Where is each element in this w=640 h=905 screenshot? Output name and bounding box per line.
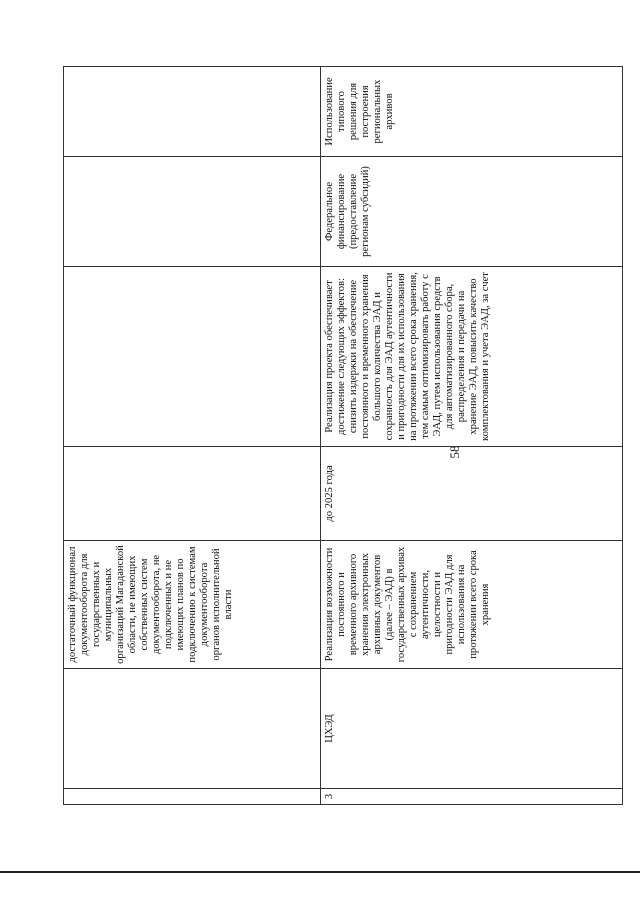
cell-financing-empty [64, 157, 321, 267]
table-rotated-wrapper [63, 67, 608, 805]
cell-problem: достаточный функционал документооборота для государственных и муниципальных организаций Магаданской области, не имеющих собственных систем документооборота, не подключенных и не имеющих планов по подключению к системам документооборота органов исполнительной власти [64, 541, 321, 669]
cell-note-empty [64, 67, 321, 157]
table-container [63, 67, 608, 805]
cell-financing: Федеральное финансирование (предоставление регионам субсидий) [321, 157, 623, 267]
cell-note: Использование типового решения для построения региональных архивов [321, 67, 623, 157]
cell-term-empty [64, 447, 321, 541]
cell-result-empty [64, 267, 321, 447]
cell-result: Реализация проекта обеспечивает достижение следующих эффектов: снизить издержки на обеспечение постоянного и временного хранения большого количества ЭАД и сохранность для ЭАД аутентичности и пригодности для их использования на протяжении всего срока хранения, тем самым оптимизировать работу с ЭАД, путем использования средств для автоматизированного сбора, распределения и передачи на хранение ЭАД, повысить качество комплектования и учета ЭАД, за счет [321, 267, 623, 447]
cell-task: Реализация возможности постоянного и временного архивного хранения электронных архивных документов (далее – ЭАД) в государственных архивах с сохранением аутентичности, целостности и пригодности ЭАД для использования на протяжении всего срока хранения [321, 541, 623, 669]
cell-term: до 2025 года [321, 447, 623, 541]
page-number: 58 [447, 445, 462, 459]
cell-executor-empty [64, 669, 321, 789]
measures-table [63, 66, 623, 805]
table-row-3 [321, 67, 623, 805]
table-row-continued [64, 67, 321, 805]
bottom-rule [0, 871, 640, 873]
cell-executor: ЦХЭД [321, 669, 623, 789]
cell-number-empty [64, 789, 321, 805]
cell-row-number: 3 [321, 789, 623, 805]
